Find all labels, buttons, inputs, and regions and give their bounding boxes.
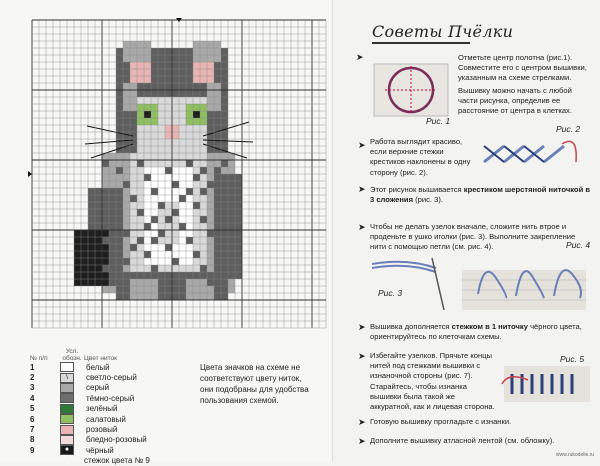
- legend-number: 6: [30, 414, 35, 424]
- legend-symbol: [60, 414, 74, 424]
- legend-number: 8: [30, 435, 35, 445]
- legend-symbol: [60, 425, 74, 435]
- figure-3-label: Рис. 3: [378, 288, 403, 298]
- figure-1-label: Рис. 1: [426, 116, 451, 126]
- figure-5-label: Рис. 5: [560, 354, 585, 364]
- figure-5-back-stitches: [498, 360, 594, 404]
- tip-2: Работа выглядит красиво, если верхние стежки крестиков наклонены в одну сторону (рис. 2).: [370, 137, 471, 177]
- tip-4: Чтобы не делать узелок вначале, сложите нить втрое и проденьте в ушко иголки (рис. 3). Выполните закрепление нити с помощью петли (см. рис. 4).: [370, 222, 576, 252]
- figure-2-label: Рис. 2: [556, 124, 581, 134]
- legend-row: [30, 456, 150, 466]
- legend-note: Цвета значков на схеме не соответствуют цвету ниток, они подобраны для удобства пользования схемой.: [200, 363, 309, 405]
- legend-color-name: серый: [86, 383, 110, 393]
- legend-color-name: белый: [86, 362, 110, 372]
- legend-color-name: салатовый: [86, 414, 126, 424]
- figure-4-label: Рис. 4: [566, 240, 591, 250]
- figures-3-4-needle-thread: [366, 254, 592, 316]
- legend-number: 2: [30, 373, 35, 383]
- legend-row: [30, 393, 150, 403]
- tip-1b: Вышивку можно начать с любой части рисунка, определив ее расстояние от центра в клетках.: [458, 86, 572, 116]
- tip-6: Избегайте узелков. Прячьте концы нитей под стежками вышивки с изнаночной стороны (рис. 7). Старайтесь, чтобы изнанка вышивки была такой же аккуратной, как и лицевая сторона.: [370, 351, 495, 412]
- tip-7: Готовую вышивку прогладьте с изнанки.: [370, 417, 512, 426]
- legend-header-number: № п/п: [30, 355, 48, 362]
- legend-row: [30, 424, 150, 434]
- legend-number: 7: [30, 425, 35, 435]
- bee-bullet-icon: ➤: [358, 184, 366, 194]
- legend-color-name: чёрный: [86, 445, 114, 455]
- legend-row: [30, 414, 150, 424]
- legend-symbol: ╲: [63, 456, 69, 464]
- bee-bullet-icon: ➤: [358, 351, 366, 361]
- bee-bullet-icon: ➤: [358, 417, 366, 427]
- legend-symbol: [60, 435, 74, 445]
- title-underline: [372, 42, 470, 44]
- legend-symbol: [60, 362, 74, 372]
- legend-header: [30, 342, 150, 362]
- legend-symbol: ●: [60, 445, 74, 455]
- legend-color-name: светло-серый: [86, 373, 137, 383]
- tip-8: Дополните вышивку атласной лентой (см. обложку).: [370, 436, 555, 445]
- legend-color-name: зелёный: [86, 404, 118, 414]
- legend-header-color: Цвет ниток: [84, 355, 117, 362]
- legend-symbol: \: [60, 373, 74, 383]
- legend-row: [30, 372, 150, 382]
- tip-1: Отметьте центр полотна (рис.1). Совместите его с центром вышивки, указанным на схеме стрелками.: [458, 53, 587, 83]
- legend-number: 5: [30, 404, 35, 414]
- bee-bullet-icon: ➤: [358, 140, 366, 150]
- legend-color-name: бледно-розовый: [86, 435, 147, 445]
- page-footer: www.rukodelie.ru: [556, 452, 595, 458]
- tip-5: Вышивка дополняется стежком в 1 ниточку чёрного цвета, ориентируйтесь по клеточкам схемы.: [370, 322, 582, 342]
- legend-symbol: [60, 393, 74, 403]
- bee-bullet-icon: ➤: [356, 52, 364, 62]
- figure-1-hoop: [370, 58, 452, 122]
- legend-symbol: [60, 404, 74, 414]
- cross-stitch-chart: [27, 18, 327, 338]
- legend-color-name: розовый: [86, 425, 118, 435]
- legend-number: 1: [30, 362, 35, 372]
- tip-3: Этот рисунок вышивается крестиком шерстяной ниточкой в 3 сложения (рис. 3).: [370, 185, 591, 205]
- legend-row: [30, 362, 150, 372]
- legend-header-symbol: Усл. обозн.: [62, 348, 82, 362]
- legend-symbol: [60, 383, 74, 393]
- legend-row: [30, 383, 150, 393]
- legend-color-name: тёмно-серый: [86, 393, 135, 403]
- legend-number: 4: [30, 393, 35, 403]
- page-title: Советы Пчёлки: [372, 22, 513, 41]
- legend-number: 3: [30, 383, 35, 393]
- color-legend: [30, 342, 150, 466]
- bee-bullet-icon: ➤: [358, 322, 366, 332]
- bee-bullet-icon: ➤: [358, 222, 366, 232]
- bee-bullet-icon: ➤: [358, 436, 366, 446]
- legend-row: [30, 445, 150, 455]
- legend-row: [30, 435, 150, 445]
- legend-number: 9: [30, 445, 35, 455]
- legend-row: [30, 404, 150, 414]
- figure-2-stitches: [474, 132, 584, 176]
- legend-color-name: стежок цвета № 9: [84, 456, 150, 466]
